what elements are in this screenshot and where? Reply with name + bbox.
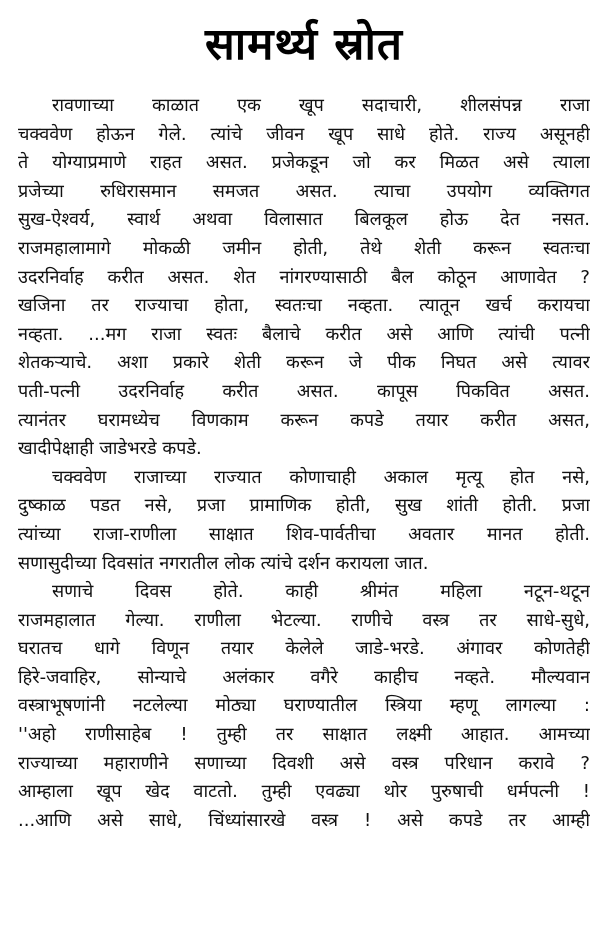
- text-line: राजमहालामागे मोकळी जमीन होती, तेथे शेती करून स्वतःचा: [18, 237, 590, 259]
- text-line: प्रजेच्या रुधिरासमान समजत असत. त्याचा उपयोग व्यक्तिगत: [18, 180, 590, 202]
- text-line: पती-पत्नी उदरनिर्वाह करीत असत. कापूस पिकवित असत.: [18, 380, 590, 402]
- text-line: ''अहो राणीसाहेब ! तुम्ही तर साक्षात लक्ष्मी आहात. आमच्या: [18, 724, 590, 746]
- paragraph: [18, 464, 590, 578]
- text-line: नव्हता. ...मग राजा स्वतः बैलाचे करीत असे आणि त्यांची पत्नी: [18, 323, 590, 345]
- text-line: सणाचे दिवस होते. काही श्रीमंत महिला नटून-थटून: [52, 581, 590, 603]
- text-line: दुष्काळ पडत नसे, प्रजा प्रामाणिक होती, सुख शांती होती. प्रजा: [18, 495, 590, 517]
- text-line: ते योग्याप्रमाणे राहत असत. प्रजेकडून जो कर मिळत असे त्याला: [18, 152, 590, 174]
- text-line: घरातच धागे विणून तयार केलेले जाडे-भरडे. अंगावर कोणतेही: [18, 638, 590, 660]
- text-line: उदरनिर्वाह करीत असत. शेत नांगरण्यासाठी बैल कोठून आणावेत ?: [18, 266, 590, 288]
- text-line: आम्हाला खूप खेद वाटतो. तुम्ही एवढ्या थोर पुरुषाची धर्मपत्नी !: [18, 781, 590, 803]
- text-line: सणासुदीच्या दिवसांत नगरातील लोक त्यांचे दर्शन करायला जात.: [18, 552, 429, 574]
- text-line: राजमहालात गेल्या. राणीला भेटल्या. राणीचे वस्त्र तर साधे-सुधे,: [18, 609, 590, 631]
- text-line: चक्ववेण राजाच्या राज्यात कोणाचाही अकाल मृत्यू होत नसे,: [52, 466, 590, 488]
- text-line: सुख-ऐश्वर्य, स्वार्थ अथवा विलासात बिलकूल होऊ देत नसत.: [18, 209, 590, 231]
- text-line: चक्ववेण होऊन गेले. त्यांचे जीवन खूप साधे होते. राज्य असूनही: [18, 123, 590, 145]
- text-line: हिरे-जवाहिर, सोन्याचे अलंकार वगैरे काहीच नव्हते. मौल्यवान: [18, 666, 590, 688]
- paragraph: [18, 92, 590, 464]
- article-body: [18, 92, 590, 835]
- text-line: त्यानंतर घरामध्येच विणकाम करून कपडे तयार करीत असत,: [18, 409, 590, 431]
- page-title: सामर्थ्य स्रोत: [205, 19, 403, 70]
- text-line: राज्याच्या महाराणीने सणाच्या दिवशी असे वस्त्र परिधान करावे ?: [18, 752, 590, 774]
- text-line: वस्त्राभूषणांनी नटलेल्या मोठ्या घराण्यातील स्त्रिया म्हणू लागल्या :: [18, 695, 590, 717]
- text-line: त्यांच्या राजा-राणीला साक्षात शिव-पार्वतीचा अवतार मानत होती.: [18, 523, 590, 545]
- text-line: रावणाच्या काळात एक खूप सदाचारी, शीलसंपन्न राजा: [52, 95, 590, 116]
- text-line: खादीपेक्षाही जाडेभरडे कपडे.: [18, 438, 202, 460]
- text-line: खजिना तर राज्याचा होता, स्वतःचा नव्हता. त्यातून खर्च करायचा: [18, 295, 590, 317]
- text-line: शेतकऱ्याचे. अशा प्रकारे शेती करून जे पीक निघत असे त्यावर: [18, 352, 590, 374]
- text-line: ...आणि असे साधे, चिंध्यांसारखे वस्त्र ! असे कपडे तर आम्ही: [18, 809, 590, 831]
- paragraph: [18, 578, 590, 835]
